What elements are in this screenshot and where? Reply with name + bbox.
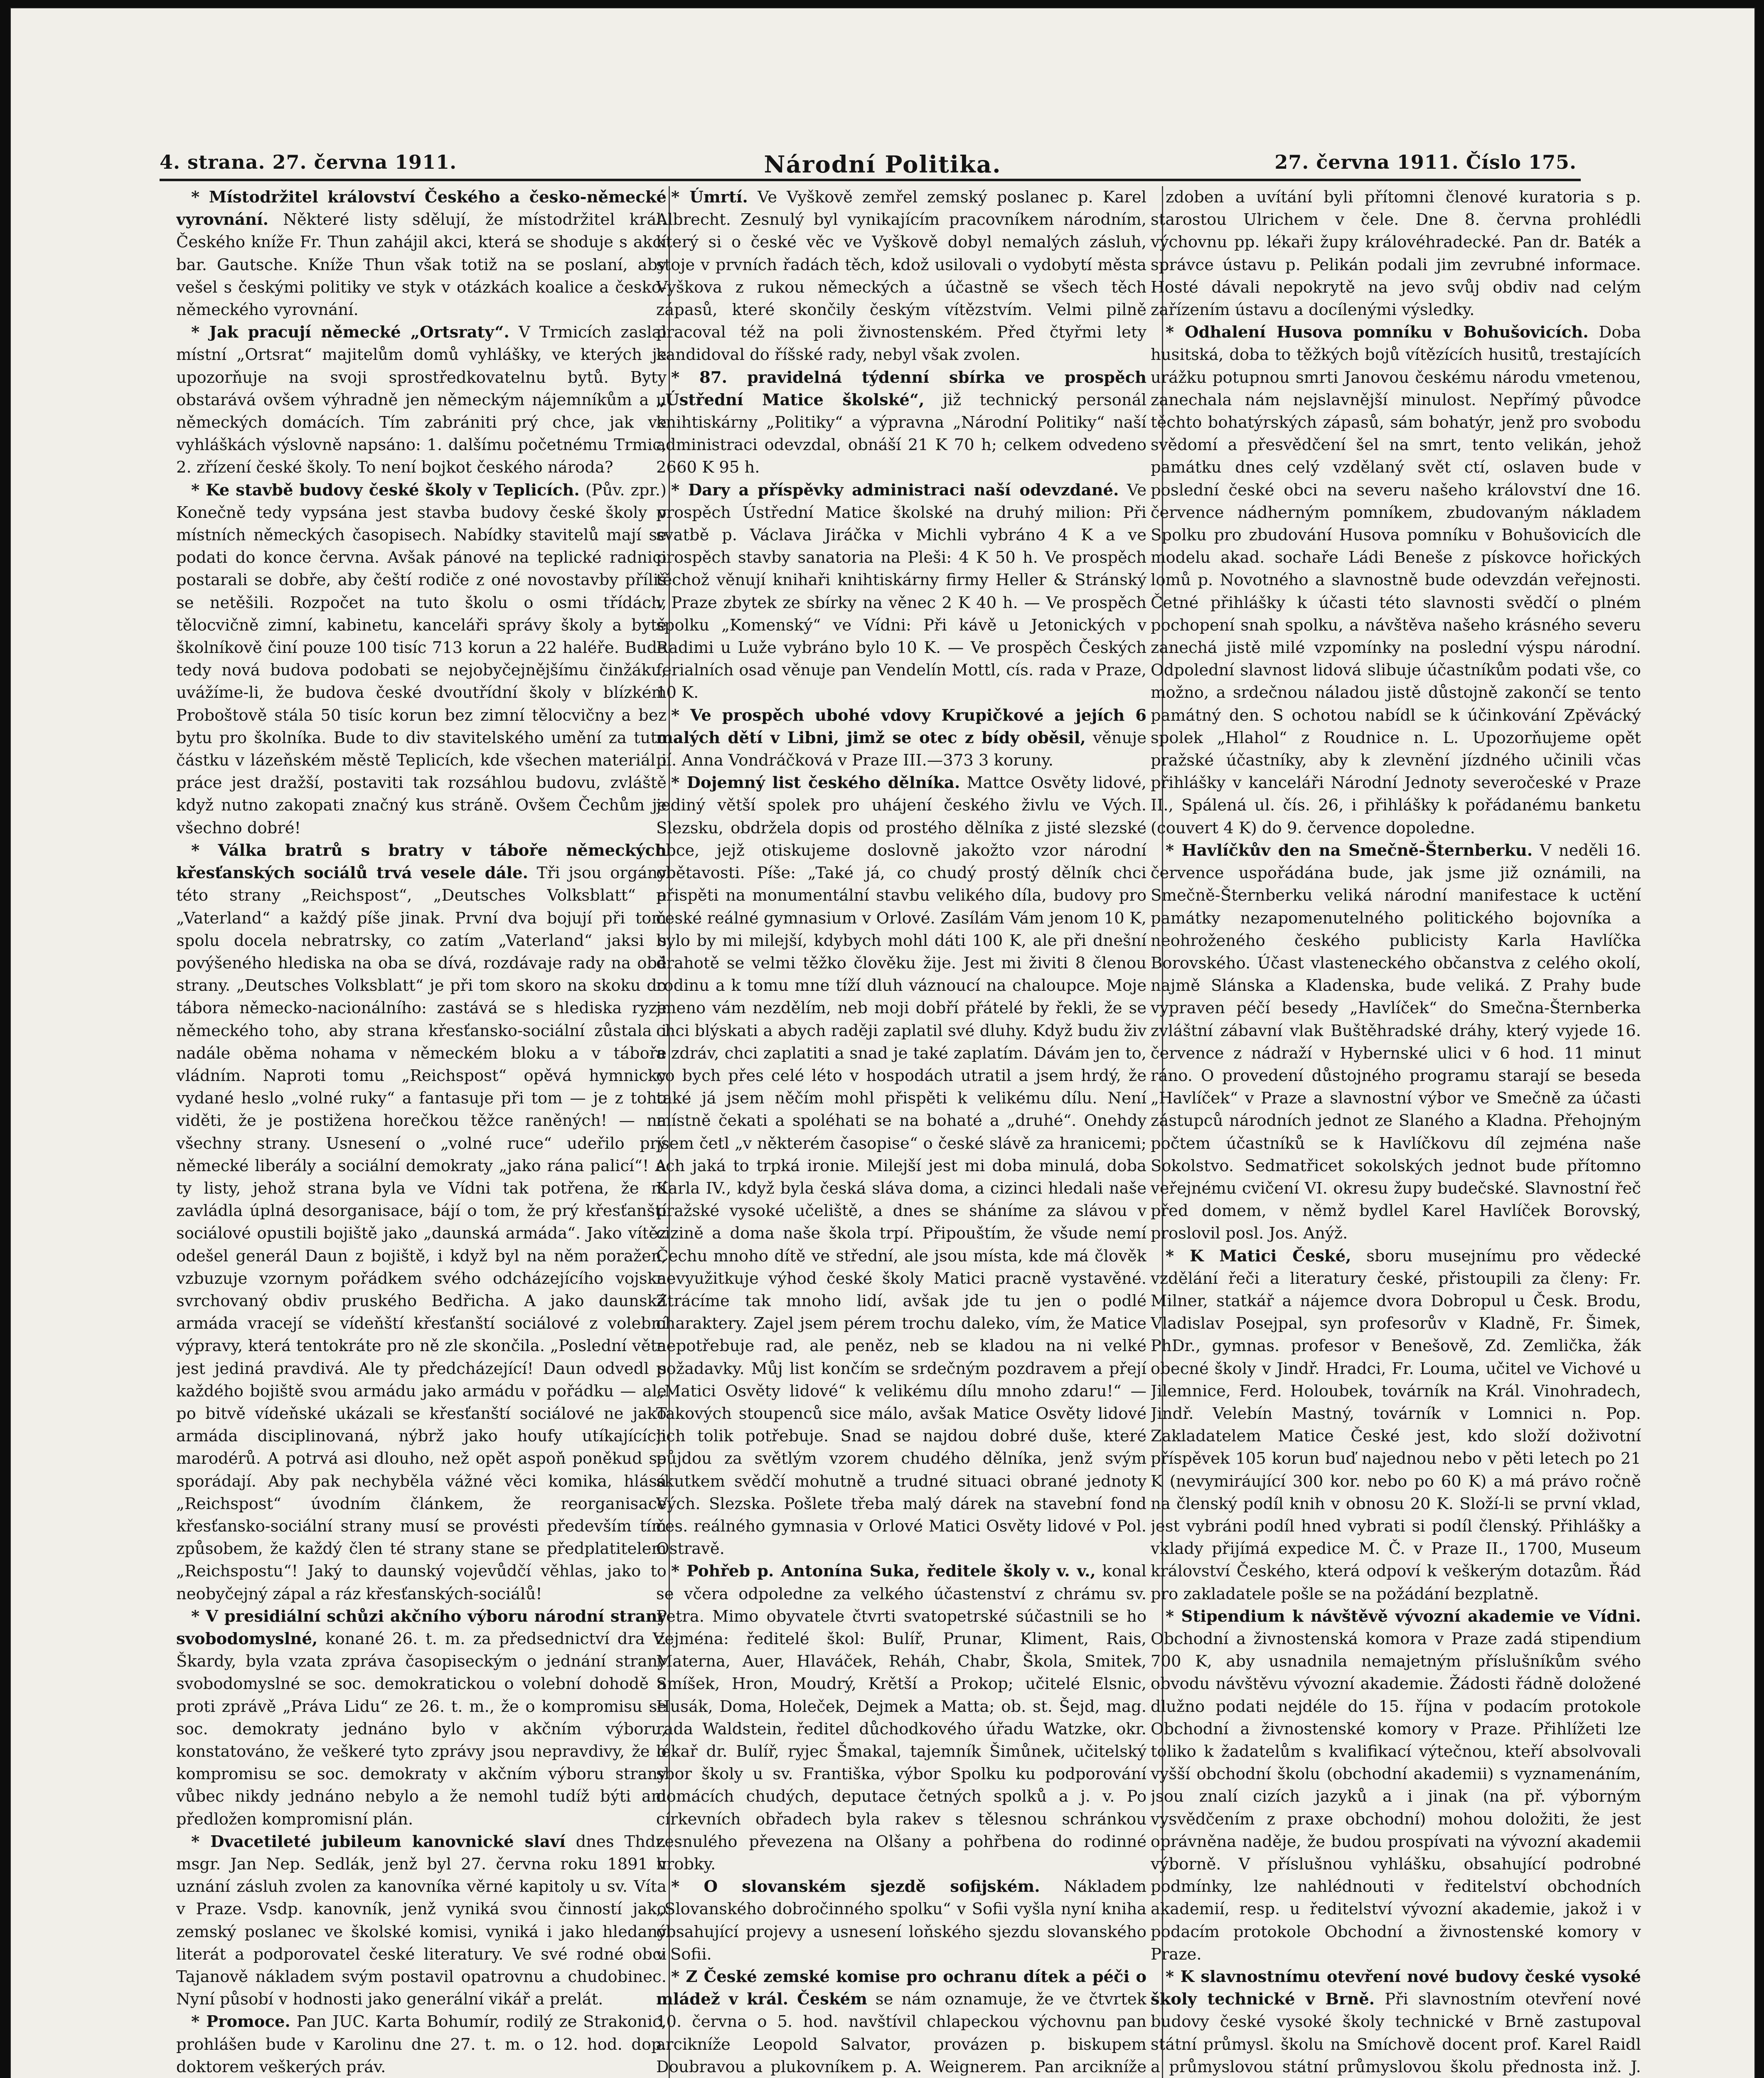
text-column-2 <box>656 186 1146 2078</box>
article-paragraph <box>1151 1966 1641 2078</box>
article-paragraph <box>1151 1605 1641 1966</box>
article-body: již technický personál knihtiskárny „Politiky“ a výpravna „Národní Politiky“ naší administraci odevzdal, obnáší 21 K 70 h; celkem odvedeno 2660 K 95 h. <box>656 390 1146 477</box>
article-body: V Trmicích zaslal místní „Ortsrat“ majitelům domů vyhlášky, ve kterých je upozorňuje na svoji sprostředkovatelnu bytů. Byty obstarává ovšem výhradně jen německým nájemníkům a u německých domácích. Tím zabrániti prý chce, jak ve vyhláškách výslovně napsáno: 1. dalšímu početnému Trmic, 2. zřízení české školy. To není bojkot českého národa? <box>176 323 667 477</box>
article-headline: * Úmrtí. <box>671 188 748 207</box>
article-body: Obchodní a živnostenská komora v Praze zadá stipendium 700 K, aby usnadnila nemajetným příslušníkům svého obvodu návštěvu vývozní akademie. Žádosti řádně doložené dlužno podati nejdéle do 15. října v podacím protokole Obchodní a živnostenské komory v Praze. Přihlížeti lze toliko k žadatelům s kvalifikací výtečnou, kteří absolvovali vyšší obchodní školu (obchodní akademii) s vyznamenáním, jsou znalí cizích jazyků a i jinak (na př. výborným vysvědčením z praxe obchodní) mohou doložiti, že jest oprávněna naděje, že budou prospívati na vývozní akademii výborně. V příslušnou vyhlášku, obsahující podrobné podmínky, lze nahlédnouti v ředitelství obchodních akademií, resp. u ředitelství vývozní akademie, jakož i v podacím protokole Obchodní a živnostenské komory v Praze. <box>1151 1630 1641 1964</box>
article-body: Pan JUC. Karta Bohumír, rodilý ze Strakonic, prohlášen bude v Karolinu dne 27. t. m. o 12. hod. dop. doktorem veškerých práv. <box>176 2012 667 2076</box>
article-paragraph <box>656 479 1146 704</box>
article-paragraph <box>176 479 667 840</box>
article-paragraph <box>176 186 667 321</box>
article-body: Některé listy sdělují, že místodržitel král. Českého kníže Fr. Thun zahájil akci, která se shoduje s akcí bar. Gautsche. Kníže Thun však totiž na se poslaní, aby vešel s českými politiky ve styk v otázkách koalice a česko-německého vyrovnání. <box>176 210 667 320</box>
page-header-right: 27. června 1911. Číslo 175. <box>1274 151 1577 173</box>
article-paragraph <box>176 840 667 1605</box>
article-body: (Pův. zpr.) Konečně tedy vypsána jest stavba budovy české školy v místních německých časopisech. Nabídky stavitelů mají se podati do konce června. Avšak pánové na teplické radnici postarali se dobře, aby čeští rodiče z oné novostavby příliš se netěšili. Rozpočet na tuto školu o osmi třídách, tělocvičně zimní, kabinetu, kanceláři správy školy a bytě školníkově činí pouze 100 tisíc 713 korun a 22 haléře. Bude tedy nová budova podobati se nejobyčejnějšímu činžáku, uvážíme-li, že budova české dvoutřídní školy v blízkém Proboštově stála 50 tisíc korun bez zimní tělocvičny a bez bytu pro školníka. Bude to div stavitelského umění za tuto částku v lázeňském městě Teplicích, kde všechen materiál i práce jest dražší, postaviti tak rozsáhlou budovu, zvláště když nutno zakopati značný kus stráně. Ovšem Čechům je všechno dobré! <box>176 480 667 837</box>
article-headline: * Havlíčkův den na Smečně-Šternberku. <box>1166 841 1533 860</box>
article-paragraph <box>656 186 1146 367</box>
article-headline: * Dojemný list českého dělníka. <box>671 773 960 793</box>
article-headline: * Odhalení Husova pomníku v Bohušovicích. <box>1166 323 1589 342</box>
article-paragraph <box>1151 1245 1641 1605</box>
page-header-left: 4. strana. 27. června 1911. <box>160 151 457 173</box>
article-paragraph <box>656 1876 1146 1966</box>
article-body: Při slavnostním otevření nové budovy české vysoké školy technické v Brně zastupoval státní průmysl. školu na Smíchově docent prof. Karel Raidl a průmyslovou státní průmyslovou školu přednosta inž. J. <box>1151 1990 1641 2076</box>
article-headline: * O slovanském sjezdě sofijském. <box>671 1877 1040 1896</box>
article-body: Tři jsou orgány této strany „Reichspost“, „Deutsches Volksblatt“ a „Vaterland“ a každý píše jinak. První dva bojují při tom spolu docela nebratrsky, co zatím „Vaterland“ jaksi s povýšeného hlediska na oba se dívá, rozdávaje rady na obě strany. „Deutsches Volksblatt“ je při tom skoro na skoku do tábora německo-nacionálního: zastává se s hlediska ryze německého toho, aby strana křesťansko-sociální zůstala i nadále oběma nohama v německém bloku a v táboře vládním. Naproti tomu „Reichspost“ opěvá hymnicky vydané heslo „volné ruky“ a fantasuje při tom — je z toho viděti, že je postižena horečkou těžce raněných! — na všechny strany. Usnesení o „volné ruce“ udeřilo prý německé liberály a sociální demokraty „jako rána palicí“! A ty listy, jehož strana byla ve Vídni tak potřena, že ní zavládla úplná desorganisace, bájí o tom, že prý křesťanští sociálové opustili bojiště jako „daunská armáda“. Jako vítěz odešel generál Daun z bojiště, i když byl na něm poražen, vzbuzuje vzornym pořádkem svého odcházejícího vojska svrchovaný obdiv pruského Bedřicha. A jako daunská armáda vracejí se vídeňští křesťanští sociálové z volební výpravy, která tentokráte pro ně zle skončila. „Poslední věta jest jediná pravdivá. Ale ty předcházející! Daun odvedl s každého bojiště svou armádu jako armádu v pořádku — ale po bitvě vídeňské ukázali se křesťanští sociálové ne jako armáda disciplinovaná, nýbrž jako houfy utíkajících marodérů. A potrvá asi dlouho, než opět aspoň poněkud se sporádají. Aby pak nechyběla vážné věci komika, hlásá „Reichspost“ úvodním článkem, že reorganisace křesťansko-sociální strany musí se provésti především tím způsobem, že každý člen té strany stane se předplatitelem „Reichspostu“! Jaký to daunský vojevůdčí věhlas, jako to neobyčejný zápal a ráz křesťanských-sociálů! <box>176 864 667 1603</box>
article-paragraph <box>656 367 1146 479</box>
article-body: Doba husitská, doba to těžkých bojů vítězících husitů, trestajících urážku potupnou smrti Janovou českému národu vmetenou, zanechala nám nejslavnější minulost. Nepřímý původce těchto bohatýrských zápasů, sám bohatýr, jenž pro svobodu svědomí a přesvědčení šel na smrt, tento velikán, jehož památku dnes celý vzdělaný svět ctí, oslaven bude v poslední české obci na severu našeho království dne 16. července nádherným pomníkem, zbudovaným nákladem Spolku pro zbudování Husova pomníku v Bohušovicích dle modelu akad. sochaře Ládi Beneše z pískovce hořických lomů p. Novotného a slavnostně bude odevzdán veřejnosti. Četné přihlášky k účasti této slavnosti svědčí o plném pochopení snah spolku, a návštěva našeho krásného severu zanechá jistě milé vzpomínky na poslední výspu národní. Odpolední slavnost lidová slibuje účastníkům podati vše, co možno, a srdečnou náladou jistě důstojně zakončí se tento památný den. S ochotou nabídl se k účinkování Zpěvácký spolek „Hlahol“ z Roudnice n. L. Upozorňujeme opět pražské účastníky, aby k zlevnění jízdného učinili včas přihlášky v kanceláři Národní Jednoty severočeské v Praze II., Spálená ul. čís. 26, i přihlášky k pořádanému banketu (couvert 4 K) do 9. července dopoledne. <box>1151 323 1641 837</box>
article-headline: * Ke stavbě budovy české školy v Teplicích. <box>191 480 580 500</box>
article-headline: * K Matici České, <box>1166 1246 1351 1266</box>
article-headline: * Pohřeb p. Antonína Suka, ředitele školy v. v., <box>671 1562 1096 1581</box>
article-paragraph <box>656 1560 1146 1876</box>
article-headline: * Dvacetileté jubileum kanovnické slaví <box>191 1832 566 1851</box>
article-headline: * Dary a příspěvky administraci naší odevzdané. <box>671 480 1119 500</box>
article-paragraph <box>1151 321 1641 840</box>
article-body: konané 26. t. m. za předsednictví dra V. Škardy, byla vzata zpráva časopiseckým o jednání strany svobodomyslné se soc. demokratickou o volební dohodě a proti zprávě „Práva Lidu“ ze 26. t. m., že o kompromisu se soc. demokraty jednáno bylo v akčním výboru, konstatováno, že veškeré tyto zprávy jsou nepravdivy, že o kompromisu se soc. demokraty v akčním výboru strany vůbec nikdy jednáno nebylo a že nemohl tudíž býti ani předložen kompromisní plán. <box>176 1630 667 1829</box>
article-paragraph <box>1151 840 1641 1245</box>
article-headline: * Ve prospěch ubohé vdovy Krupičkové a jejích 6 malých dětí v Libni, jimž se otec z bídy oběsil, <box>656 706 1146 747</box>
article-body: Ve prospěch Ústřední Matice školské na druhý milion: Při svatbě p. Václava Jiráčka v Michli vybráno 4 K a ve prospěch stavby sanatoria na Pleši: 4 K 50 h. Ve prospěch těchož věnují knihaři knihtiskárny firmy Heller & Stránský v Praze zbytek ze sbírky na věnec 2 K 40 h. — Ve prospěch spolku „Komenský“ ve Vídni: Při kávě u Jetonických v Radimi u Luže vybráno bylo 10 K. — Ve prospěch Českých ferialních osad věnuje pan Vendelín Mottl, cís. rada v Praze, 10 K. <box>656 480 1146 702</box>
article-body: V neděli 16. července uspořádána bude, jak jsme již oznámili, na Smečně-Šternberku veliká národní manifestace k uctění památky nezapomenutelného politického bojovníka a neohroženého českého publicisty Karla Havlíčka Borovského. Účast vlasteneckého občanstva z celého okolí, najmě Slánska a Kladenska, bude veliká. Z Prahy bude vypraven péčí besedy „Havlíček“ do Smečna-Šternberka zvláštní zábavní vlak Buštěhradské dráhy, který vyjede 16. července z nádraží v Hybernské ulici v 6 hod. 11 minut ráno. O provedení důstojného programu starají se beseda „Havlíček“ v Praze a slavnostní výbor ve Smečně za účasti zástupců národních jednot ze Slaného a Kladna. Přehojným počtem účastníků se k Havlíčkovu díl zejména naše Sokolstvo. Sedmatřicet sokolských jednot bude přítomno veřejnému cvičení VI. okresu župy budečské. Slavnostní řeč před domem, v němž bydlel Karel Havlíček Borovský, proslovil posl. Jos. Anýž. <box>1151 841 1641 1243</box>
article-paragraph <box>656 772 1146 1560</box>
article-paragraph <box>176 321 667 479</box>
article-paragraph <box>656 1966 1146 2078</box>
masthead-title: Národní Politika. <box>764 151 1001 178</box>
newspaper-page <box>10 7 1755 2078</box>
article-paragraph <box>176 2011 667 2078</box>
article-headline: * Místodržitel království Českého a česko-německé vyrovnání. <box>176 188 667 229</box>
article-paragraph <box>1151 186 1641 321</box>
article-paragraph <box>176 1605 667 1831</box>
article-paragraph <box>176 1831 667 2011</box>
article-body: Ve Vyškově zemřel zemský poslanec p. Karel Albrecht. Zesnulý byl vynikajícím pracovníkem národním, který si o české věc ve Vyškově dobyl nemalých zásluh, stoje v prvních řadách těch, kdož usilovali o vydobytí města Vyškova z rukou německých a účastně se všech těch zápasů, které skončily českým vítězstvím. Velmi pilně pracoval též na poli živnostenském. Před čtyřmi lety kandidoval do říšské rady, nebyl však zvolen. <box>656 188 1146 364</box>
article-body: sboru musejnímu pro vědecké vzdělání řeči a literatury české, přistoupili za členy: Fr. Milner, statkář a nájemce dvora Dobropul u Česk. Brodu, Vladislav Posejpal, syn profesorův v Kladně, Fr. Šimek, PhDr., gymnas. profesor v Benešově, Zd. Zemlička, žák obecné školy v Jindř. Hradci, Fr. Louma, učitel ve Vichové u Jilemnice, Ferd. Holoubek, továrník na Král. Vinohradech, Jindř. Velebín Mastný, továrník v Lomnici n. Pop. Zakladatelem Matice České jest, kdo složí doživotní příspěvek 105 korun buď najednou nebo v pěti letech po 21 K (nevymiráující 300 kor. nebo po 60 K) a má právo ročně na členský podíl knih v obnosu 20 K. Složí-li se první vklad, jest vybráni podíl hned vybrati si podíl členský. Přihlášky a vklady přijímá expedice M. Č. v Praze II., 1700, Museum království Českého, která odpoví k veškerým dotazům. Řád pro zakladatele pošle se na požádání bezplatně. <box>1151 1246 1641 1603</box>
article-body: Nákladem „Slovanského dobročinného spolku“ v Sofii vyšla nyní kniha obsahující projevy a usnesení loňského sjezdu slovanského v Sofii. <box>656 1877 1146 1964</box>
article-headline: * V presidiální schůzi akčního výboru národní strany svobodomyslné, <box>176 1607 667 1648</box>
article-headline: * Jak pracují německé „Ortsraty“. <box>191 323 509 342</box>
article-body: věnuje pí. Anna Vondráčková v Praze III.—373 3 koruny. <box>656 728 1146 770</box>
article-body: konal se včera odpoledne za velkého účastenství z chrámu sv. Petra. Mimo obyvatele čtvrti svatopetrské súčastnili se ho zejména: ředitelé škol: Bulíř, Prunar, Kliment, Rais, Materna, Auer, Hlaváček, Reháh, Chabr, Škola, Smitek, Smíšek, Hron, Moudrý, Krětší a Prokop; učitelé Elsnic, Husák, Doma, Holeček, Dejmek a Matta; ob. st. Šejd, mag. rada Waldstein, ředitel důchodkového úřadu Watzke, okr. lékař dr. Bulíř, ryjec Šmakal, tajemník Šimůnek, učitelský sbor školy u sv. Františka, výbor Spolku ku podporování domácích chudých, deputace četných spolků a j. v. Po církevních obřadech byla rakev s tělesnou schránkou zesnulého převezena na Olšany a pohřbena do rodinné hrobky. <box>656 1562 1146 1874</box>
article-headline: * 87. pravidelná týdenní sbírka ve prospěch „Ústřední Matice školské“, <box>656 368 1146 409</box>
article-headline: * Válka bratrů s bratry v táboře německých křesťanských sociálů trvá vesele dále. <box>176 841 667 883</box>
article-paragraph <box>656 704 1146 772</box>
header-rule <box>160 179 1581 181</box>
text-column-1 <box>176 186 667 2078</box>
article-headline: * Z České zemské komise pro ochranu dítek a péči o mládež v král. Českém <box>656 1967 1146 2009</box>
article-headline: * Stipendium k návštěvě vývozní akademie ve Vídni. <box>1166 1607 1641 1626</box>
article-body: dnes Thdr. msgr. Jan Nep. Sedlák, jenž byl 27. června roku 1891 v uznání zásluh zvolen za kanovníka věrné kapitoly u sv. Víta v Praze. Vsdp. kanovník, jenž vyniká svou činností jako zemský poslanec ve školské komisi, vyniká i jako hledaný literát a podporovatel české literatury. Ve své rodné obci Tajanově nákladem svým postavil opatrovnu a chudobinec. Nyní působí v hodnosti jako generální vikář a prelát. <box>176 1832 667 2009</box>
article-body: Mattce Osvěty lidové, jediný větší spolek pro uhájení českého živlu ve Vých. Slezsku, obdržela dopis od prostého dělníka z jisté slezské obce, jejž otiskujeme doslovně jakožto vzor národní obětavosti. Píše: „Také já, co chudý prostý dělník chci přispěti na monumentální stavbu velikého díla, budovy pro české reálné gymnasium v Orlové. Zasílám Vám jenom 10 K, bylo by mi milejší, kdybych mohl dáti 100 K, ale při dnešní drahotě se velmi těžko člověku žije. Jest mi živiti 8 členou rodinu a k tomu mne tíží dluh váznoucí na chaloupce. Moje jmeno vám nezdělím, neb moji dobří přátelé by řekli, že se chci blýskati a abych raději zaplatil své dluhy. Když budu živ a zdráv, chci zaplatiti a snad je také zaplatím. Dávám jen to, co bych přes celé léto v hospodách utratil a jsem hrdý, že také já jsem něčím mohl přispěti k velikému dílu. Není místně čekati a spoléhati se na bohaté a „druhé“. Onehdy jsem četl „v některém časopise“ o české slávě za hranicemi; ach jaká to trpká ironie. Milejší jest mi doba minulá, doba Karla IV., když byla česká sláva doma, a cizinci hledali naše pražské vysoké učeliště, a dnes se sháníme za slávou v cizině a doma naše škola trpí. Připouštím, že všude nemí Čechu mnoho dítě ve střední, ale jsou místa, kde má člověk nevyužitkuje výhod české školy Matici pracně vystavěné. Ztrácíme tak mnoho lidí, avšak jde tu jen o podlé charaktery. Zajel jsem pérem trochu daleko, vím, že Matice nepotřebuje rad, ale peněz, neb se kladou na ni velké požadavky. Můj list končím se srdečným pozdravem a přejí „Matici Osvěty lidové“ k velikému dílu mnoho zdaru!“ — Takových stoupenců sice málo, avšak Matice Osvěty lidové jich tolik potřebuje. Snad se najdou dobré duše, které půjdou za světlým vzorem chudého dělníka, jenž svým skutkem svědčí mohutně a trudné situaci obrané jednoty Vých. Slezska. Pošlete třeba malý dárek na stavební fond čes. reálného gymnasia v Orlové Matici Osvěty lidové v Pol. Ostravě. <box>656 773 1146 1558</box>
article-headline: * K slavnostnímu otevření nové budovy české vysoké školy technické v Brně. <box>1151 1967 1641 2009</box>
article-body: zdoben a uvítání byli přítomni členové kuratoria s p. starostou Ulrichem v čele. Dne 8. června prohlédli výchovnu pp. lékaři župy královéhradecké. Pan dr. Baték a správce ústavu p. Pelikán podali jim zevrubné informace. Hosté dávali nepokrytě na jevo svůj obdiv nad celým zařízením ústavu a docílenými výsledky. <box>1151 188 1641 320</box>
article-headline: * Promoce. <box>191 2012 290 2031</box>
article-body: se nám oznamuje, že ve čtvrtek 10. června o 5. hod. navštívil chlapeckou výchovnu pan arcikníže Leopold Salvator, provázen p. biskupem Doubravou a plukovníkem p. A. Weignerem. Pan arcikníže <box>656 1990 1146 2076</box>
text-column-3 <box>1151 186 1641 2078</box>
